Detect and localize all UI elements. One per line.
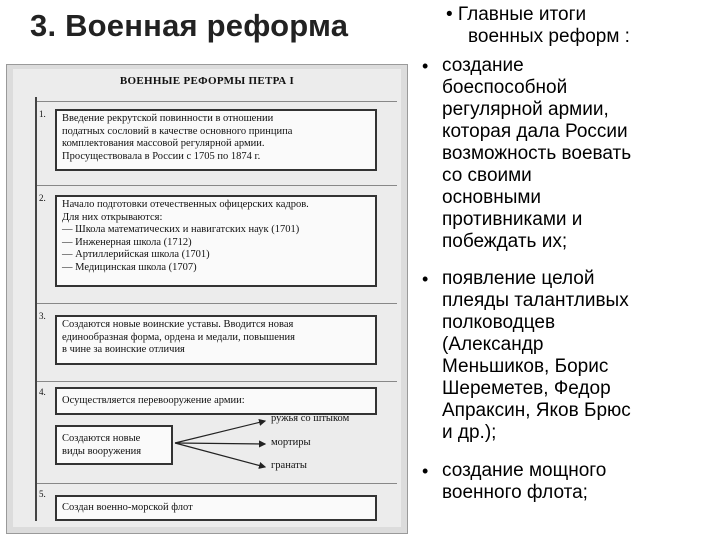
section-separator xyxy=(37,303,397,304)
section-3-line: единообразная форма, ордена и медали, повышения xyxy=(62,331,295,343)
section-4-line: Осуществляется перевооружение армии: xyxy=(62,395,245,406)
bullet-marker: • xyxy=(422,461,429,481)
reform-diagram-image xyxy=(6,64,408,534)
result-line: появление целой xyxy=(442,268,595,289)
result-line: противниками и xyxy=(442,209,583,230)
section-2-line: Для них открываются: xyxy=(62,211,163,223)
section-separator xyxy=(37,381,397,382)
result-line: создание мощного xyxy=(442,460,607,481)
weapon-label: гранаты xyxy=(271,460,307,471)
result-line: возможность воевать xyxy=(442,143,632,164)
section-separator xyxy=(37,483,397,484)
section-1-line: податных сословий в качестве основного принципа xyxy=(62,125,293,137)
weapons-arrows xyxy=(173,413,273,475)
diagram-title: ВОЕННЫЕ РЕФОРМЫ ПЕТРА I xyxy=(119,75,295,87)
results-heading xyxy=(416,4,706,48)
result-line: Апраксин, Яков Брюс xyxy=(442,400,631,421)
section-5-box xyxy=(55,495,377,521)
arrow-line xyxy=(175,421,265,443)
weapon-label: ружья со штыком xyxy=(271,413,350,424)
weapon-label: мортиры xyxy=(271,437,311,448)
section-2-line: Начало подготовки отечественных офицерских кадров. xyxy=(62,199,309,210)
results-column xyxy=(416,0,706,540)
result-line: которая дала России xyxy=(442,121,628,142)
section-1-line: Просуществовала в России с 1705 по 1874 г. xyxy=(62,150,261,162)
section-3-line: Создаются новые воинские уставы. Вводится новая xyxy=(62,319,294,330)
result-line: создание xyxy=(442,55,524,76)
result-item-2 xyxy=(442,268,706,444)
result-line: основными xyxy=(442,187,542,208)
section-separator xyxy=(37,185,397,186)
section-1-line: Введение рекрутской повинности в отношении xyxy=(62,113,274,124)
result-line: (Александр xyxy=(442,334,544,355)
result-line: Шереметев, Федор xyxy=(442,378,611,399)
result-line: со своими xyxy=(442,165,532,186)
section-5-line: Создан военно-морской флот xyxy=(62,502,193,513)
section-separator xyxy=(37,101,397,102)
section-1-box xyxy=(55,109,377,171)
section-3-line: в чине за воинские отличия xyxy=(62,344,185,355)
slide-title: 3. Военная реформа xyxy=(30,8,349,43)
section-4-box xyxy=(55,387,377,415)
result-line: побеждать их; xyxy=(442,231,568,252)
section-number: 4. xyxy=(39,387,46,397)
section-3-box xyxy=(55,315,377,365)
weapons-box-line: Создаются новые xyxy=(62,433,141,444)
section-1-line: комплектования массовой регулярной армии. xyxy=(62,138,265,149)
diagram-page xyxy=(13,69,401,527)
result-line: и др.); xyxy=(442,422,497,443)
result-line: Меньшиков, Борис xyxy=(442,356,609,377)
arrow-line xyxy=(175,443,265,467)
bullet-marker: • xyxy=(422,56,429,76)
section-2-line: — Инженерная школа (1712) xyxy=(62,236,192,248)
section-number: 1. xyxy=(39,109,46,119)
results-heading-line: военных реформ : xyxy=(468,26,630,47)
bullet-marker: • xyxy=(422,269,429,289)
section-number: 5. xyxy=(39,489,46,499)
result-line: полководцев xyxy=(442,312,556,333)
result-item-3 xyxy=(442,460,706,504)
section-2-line: — Медицинская школа (1707) xyxy=(62,261,197,273)
weapons-box xyxy=(55,425,173,465)
timeline-line xyxy=(35,97,37,521)
section-2-line: — Артиллерийская школа (1701) xyxy=(62,249,210,260)
weapons-box-line: виды вооружения xyxy=(62,445,142,457)
result-item-1 xyxy=(442,55,706,253)
result-line: боеспособной xyxy=(442,77,568,98)
arrow-line xyxy=(175,443,265,444)
result-line: плеяды талантливых xyxy=(442,290,629,311)
section-number: 3. xyxy=(39,311,46,321)
section-number: 2. xyxy=(39,193,46,203)
results-heading-line: • Главные итоги xyxy=(446,4,587,25)
result-line: регулярной армии, xyxy=(442,99,609,120)
section-2-line: — Школа математических и навигатских наук (1701) xyxy=(62,224,300,235)
result-line: военного флота; xyxy=(442,482,588,503)
section-2-box xyxy=(55,195,377,287)
